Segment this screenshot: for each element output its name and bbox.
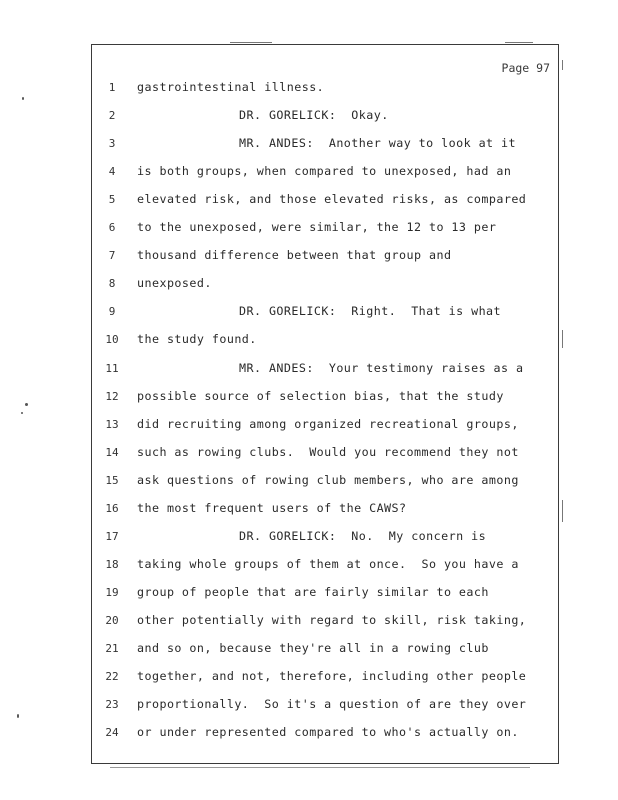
transcript-line: or under represented compared to who's actually on. <box>137 725 519 740</box>
transcript-line: gastrointestinal illness. <box>137 80 325 94</box>
transcript-line: such as rowing clubs. Would you recommend they not <box>137 444 519 459</box>
line-number: 16 <box>105 501 119 515</box>
line-number: 24 <box>105 726 119 740</box>
transcript-line: and so on, because they're all in a rowing club <box>137 641 489 655</box>
line-number: 20 <box>105 613 119 627</box>
transcript-line: to the unexposed, were similar, the 12 to 13 per <box>137 220 497 235</box>
scan-edge-mark <box>110 767 530 768</box>
line-number: 1 <box>108 81 116 94</box>
scan-speck <box>22 97 24 100</box>
transcript-line: ask questions of rowing club members, who are among <box>137 472 519 487</box>
line-number: 22 <box>105 670 119 684</box>
line-number: 4 <box>108 165 116 179</box>
scan-speck <box>21 412 23 414</box>
line-number: 18 <box>105 557 119 571</box>
speaker-line: MR. ANDES: Your testimony raises as a <box>239 360 524 375</box>
line-number: 6 <box>108 221 116 235</box>
line-number: 14 <box>105 445 119 459</box>
transcript-line: is both groups, when compared to unexposed, had an <box>137 164 512 179</box>
transcript-line: the most frequent users of the CAWS? <box>137 500 407 515</box>
transcript-line: taking whole groups of them at once. So you have a <box>137 556 519 571</box>
speaker-line: DR. GORELICK: Okay. <box>239 108 389 123</box>
speaker-line: DR. GORELICK: No. My concern is <box>239 528 487 543</box>
transcript-line: possible source of selection bias, that the study <box>137 388 504 403</box>
line-number: 23 <box>105 698 119 712</box>
line-number: 8 <box>108 277 116 291</box>
line-number: 3 <box>108 137 116 151</box>
transcript-line: did recruiting among organized recreational groups, <box>137 416 519 431</box>
scan-speck <box>17 714 19 718</box>
line-number: 15 <box>105 473 119 487</box>
transcript-line: proportionally. So it's a question of are they over <box>137 697 527 712</box>
line-number: 21 <box>105 642 119 655</box>
line-number: 17 <box>105 529 119 543</box>
transcript-line: together, and not, therefore, including other people <box>137 669 527 684</box>
page-number: Page 97 <box>501 61 550 75</box>
line-number: 9 <box>108 305 116 319</box>
line-number: 13 <box>105 417 119 431</box>
line-number: 7 <box>108 249 116 263</box>
line-number: 2 <box>108 109 116 123</box>
line-number: 11 <box>105 361 119 375</box>
transcript-line: the study found. <box>137 332 257 347</box>
scan-edge-mark <box>562 60 563 70</box>
scan-speck <box>25 403 28 406</box>
transcript-line: elevated risk, and those elevated risks, as compared <box>137 192 527 207</box>
scan-edge-mark <box>562 500 563 522</box>
transcript-line: thousand difference between that group and <box>137 248 452 263</box>
scan-edge-mark <box>230 42 272 43</box>
transcript-line: other potentially with regard to skill, risk taking, <box>137 612 527 627</box>
speaker-line: MR. ANDES: Another way to look at it <box>239 136 516 151</box>
transcript-line: unexposed. <box>137 276 212 291</box>
speaker-line: DR. GORELICK: Right. That is what <box>239 304 502 319</box>
line-number: 5 <box>108 193 116 207</box>
transcript-page <box>91 44 559 764</box>
line-number: 19 <box>105 585 119 599</box>
line-number: 10 <box>105 333 119 347</box>
scan-edge-mark <box>505 42 533 43</box>
scan-edge-mark <box>562 330 563 348</box>
transcript-line: group of people that are fairly similar to each <box>137 584 489 599</box>
line-number: 12 <box>105 389 119 403</box>
